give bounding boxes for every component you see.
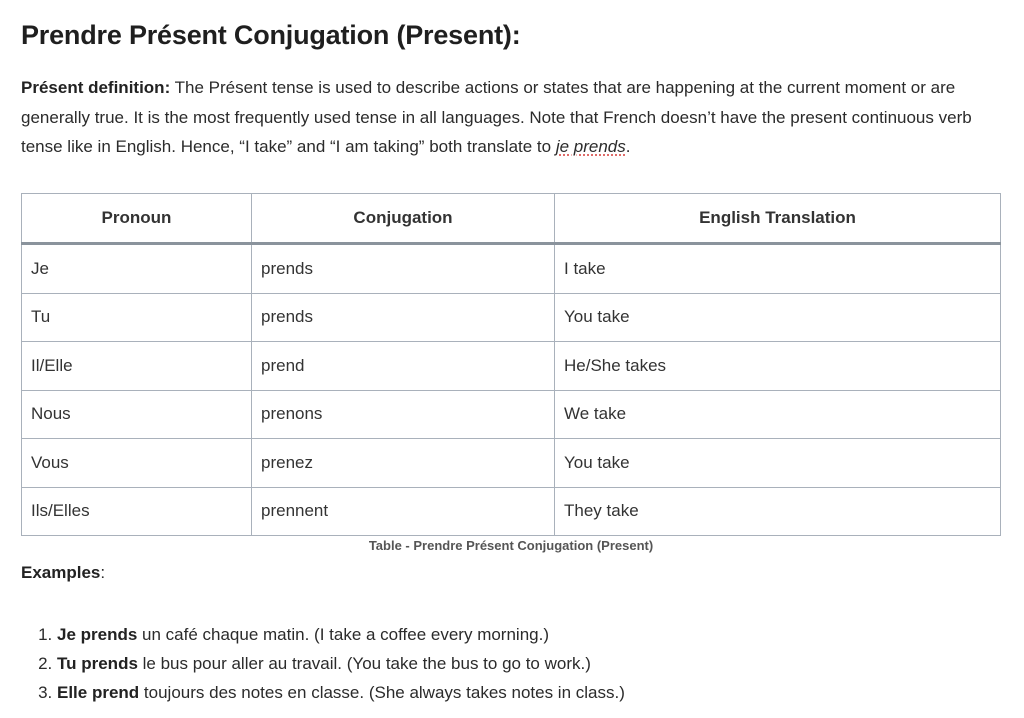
table-row: [22, 439, 1001, 488]
cell-conjugation: prenez: [252, 439, 555, 488]
example-verb: Tu prends: [57, 654, 138, 673]
examples-list: [21, 620, 625, 707]
cell-pronoun: Ils/Elles: [22, 487, 252, 536]
cell-conjugation: prenons: [252, 390, 555, 439]
example-verb: Je prends: [57, 625, 138, 644]
table-row: [22, 244, 1001, 294]
cell-translation: He/She takes: [555, 342, 1001, 391]
example-verb: Elle prend: [57, 683, 140, 702]
table-row: [22, 487, 1001, 536]
header-conjugation: Conjugation: [252, 194, 555, 244]
table-row: [22, 293, 1001, 342]
table-row: [22, 390, 1001, 439]
definition-label: Présent definition:: [21, 78, 171, 97]
table-caption: Table - Prendre Présent Conjugation (Present): [368, 538, 654, 553]
definition-text: The Présent tense is used to describe actions or states that are happening at the current moment or are generally true. It is the most frequently used tense in all languages. Note that French doesn’t have the present continuous verb tense like in English. Hence, “I take” and “I am taking” both translate to: [21, 78, 972, 156]
example-text: le bus pour aller au travail. (You take the bus to go to work.): [137, 654, 591, 673]
list-item: [57, 649, 625, 678]
list-item: [57, 678, 625, 707]
cell-pronoun: Il/Elle: [22, 342, 252, 391]
table-row: [22, 342, 1001, 391]
cell-pronoun: Je: [22, 244, 252, 294]
header-pronoun: Pronoun: [22, 194, 252, 244]
example-text: toujours des notes en classe. (She always takes notes in class.): [139, 683, 625, 702]
example-text: un café chaque matin. (I take a coffee every morning.): [137, 625, 549, 644]
conjugation-table: [21, 193, 1001, 536]
cell-pronoun: Vous: [22, 439, 252, 488]
cell-conjugation: prend: [252, 342, 555, 391]
header-english-translation: English Translation: [555, 194, 1001, 244]
cell-conjugation: prennent: [252, 487, 555, 536]
examples-heading-label: Examples: [21, 563, 101, 582]
cell-translation: They take: [555, 487, 1001, 536]
examples-heading-colon: :: [100, 563, 106, 582]
page-title: Prendre Présent Conjugation (Present):: [21, 20, 521, 50]
definition-example-term: je prends: [555, 137, 626, 156]
cell-conjugation: prends: [252, 293, 555, 342]
definition-paragraph: [21, 73, 996, 162]
cell-translation: We take: [555, 390, 1001, 439]
cell-translation: You take: [555, 439, 1001, 488]
cell-pronoun: Tu: [22, 293, 252, 342]
list-item: [57, 620, 625, 649]
cell-conjugation: prends: [252, 244, 555, 294]
definition-end: .: [625, 137, 631, 156]
examples-heading: [21, 563, 105, 583]
table-header-row: [22, 194, 1001, 244]
cell-translation: I take: [555, 244, 1001, 294]
cell-pronoun: Nous: [22, 390, 252, 439]
cell-translation: You take: [555, 293, 1001, 342]
